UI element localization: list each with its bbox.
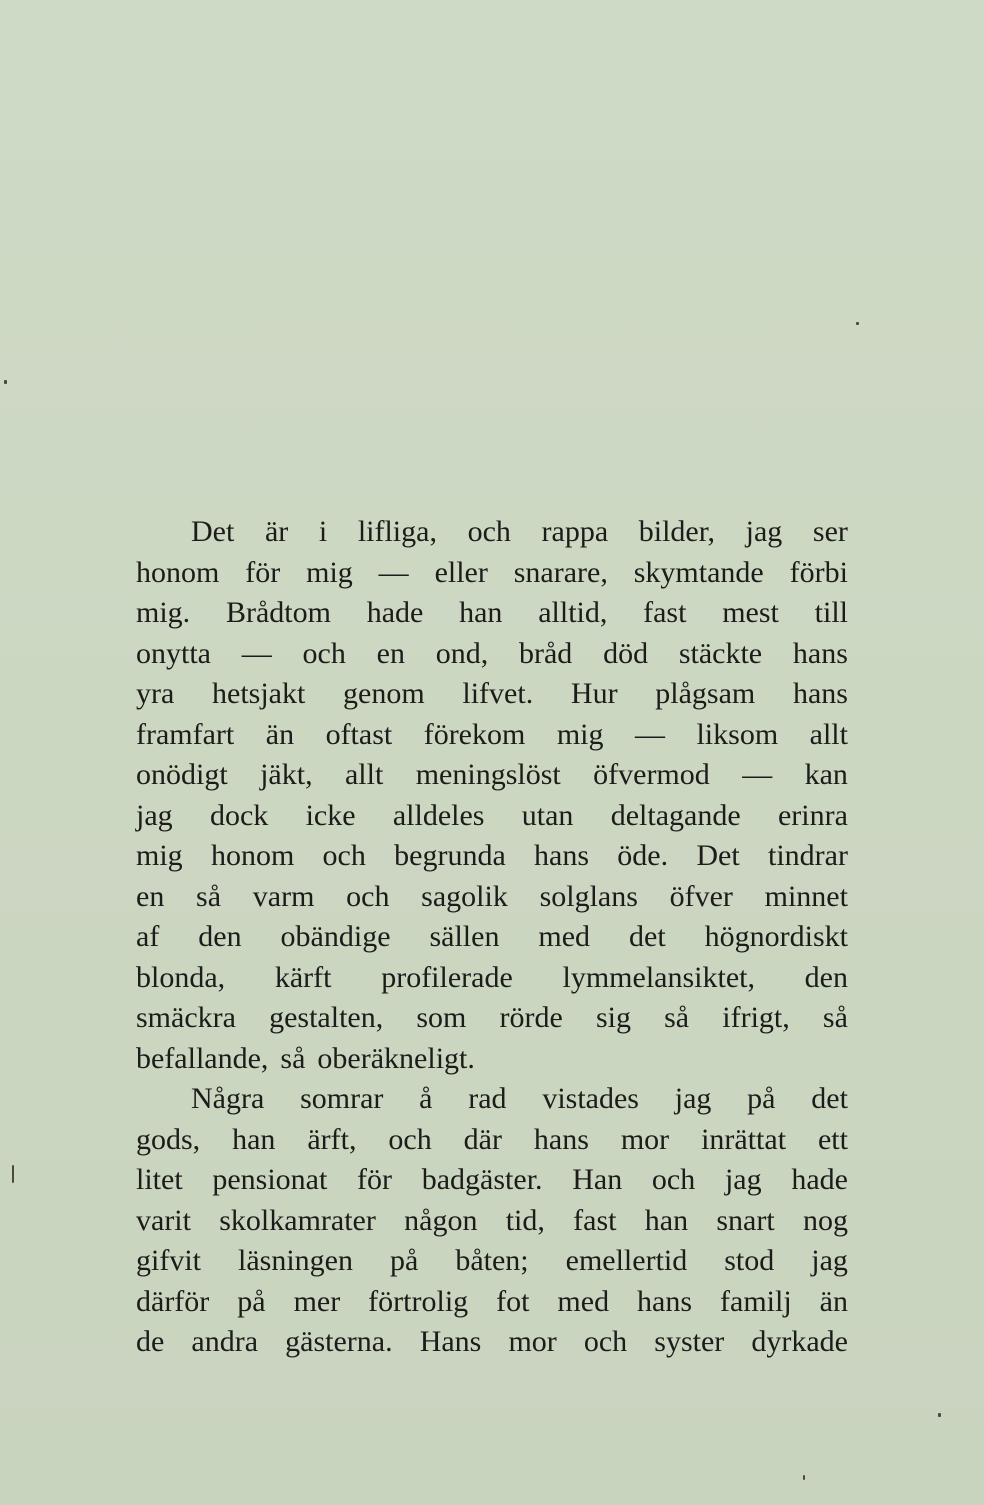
paper-speck [938, 1413, 941, 1417]
word: ifrigt, [722, 1001, 790, 1034]
word: inrättat [701, 1122, 787, 1156]
word: hans [792, 677, 848, 710]
word: honom [210, 839, 295, 872]
word: pensionat [212, 1163, 328, 1196]
word: sagolik [421, 879, 508, 913]
word: är [264, 515, 289, 548]
word: någon [404, 1203, 478, 1237]
text-line [136, 715, 848, 756]
word: nog [802, 1203, 848, 1237]
word: läsningen [238, 1244, 353, 1277]
text-line [136, 1120, 848, 1161]
word: alldeles [392, 798, 485, 832]
word: litet [136, 1163, 183, 1196]
paragraph-2 [136, 1079, 848, 1363]
text-line [136, 998, 848, 1039]
word: vistades [542, 1082, 639, 1115]
word: — [378, 555, 409, 589]
word: de [136, 1325, 165, 1358]
word: den [804, 960, 848, 994]
word: blonda, [136, 960, 226, 994]
text-line [136, 1039, 848, 1080]
word: och [467, 515, 511, 548]
word: som [416, 1001, 467, 1034]
word: hade [791, 1163, 848, 1196]
word: med [538, 920, 591, 953]
word: kärft [274, 960, 332, 994]
paper-speck [803, 1475, 805, 1480]
word: rörde [499, 1001, 563, 1034]
word: en [136, 879, 165, 913]
word: mor [620, 1122, 670, 1156]
text-line [136, 1160, 848, 1201]
paper-speck [4, 380, 7, 384]
word: och [346, 879, 390, 913]
word: syster [654, 1325, 725, 1358]
word: smäckra [136, 1001, 236, 1034]
word: hade [366, 596, 424, 629]
word: mest [722, 596, 779, 629]
word: liksom [696, 717, 779, 751]
word: och [322, 839, 366, 872]
word: hans [534, 839, 590, 872]
word: lymmelansiktet, [562, 960, 755, 994]
word: Brådtom [225, 596, 331, 629]
word: familj [720, 1284, 792, 1318]
word: dyrkade [751, 1325, 848, 1358]
word: alltid, [538, 596, 608, 629]
word: med [557, 1284, 610, 1318]
paragraph-1 [136, 512, 848, 1079]
word: befallande, [136, 1041, 269, 1075]
word: han [459, 596, 503, 629]
text-line [136, 796, 848, 837]
word: så [196, 879, 222, 913]
word: oberäkneligt. [317, 1041, 475, 1075]
word: gestalten, [269, 1001, 384, 1034]
word: och [651, 1163, 696, 1196]
word: mig [136, 839, 183, 872]
word: jäkt, [260, 758, 313, 791]
word: erinra [777, 798, 848, 832]
word: och [388, 1122, 432, 1156]
word: andra [191, 1325, 259, 1358]
word: deltagande [610, 798, 741, 832]
text-line [136, 958, 848, 999]
word: meningslöst [415, 758, 561, 791]
word: lifliga, [357, 515, 437, 548]
word: fot [496, 1284, 530, 1318]
word: tid, [505, 1203, 545, 1237]
word: hans [637, 1284, 693, 1318]
word: honom [136, 555, 220, 589]
word: eller [434, 555, 488, 589]
paper-speck [856, 322, 859, 325]
word: profilerade [381, 960, 513, 994]
word: hans [792, 636, 848, 670]
word: sällen [429, 920, 500, 953]
word: emellertid [565, 1244, 688, 1277]
word: död [603, 636, 649, 670]
word: skolkamrater [219, 1203, 376, 1237]
word: fast [573, 1203, 617, 1237]
word: fast [643, 596, 687, 629]
body-text [136, 512, 848, 1363]
word: Några [191, 1082, 265, 1115]
word: — [634, 717, 665, 751]
word: öfver [669, 879, 733, 913]
text-line [136, 634, 848, 675]
word: — [241, 636, 272, 670]
word: jag [724, 1163, 762, 1196]
word: och [302, 636, 346, 670]
text-line [136, 512, 848, 553]
word: ser [812, 515, 848, 548]
word: hetsjakt [212, 677, 306, 710]
word: å [419, 1082, 433, 1115]
word: för [245, 555, 281, 589]
word: på [237, 1284, 266, 1318]
word: mig. [136, 596, 191, 629]
word: dock [209, 798, 269, 832]
word: ond, [435, 636, 489, 670]
word: skymtande [633, 555, 764, 589]
text-line [136, 755, 848, 796]
word: jag [811, 1244, 848, 1277]
word: så [822, 1001, 848, 1034]
word: där [463, 1122, 502, 1156]
word: oftast [325, 717, 393, 751]
word: rappa [541, 515, 609, 548]
word: gästerna. [285, 1325, 393, 1358]
word: — [742, 758, 773, 791]
word: framfart [136, 717, 235, 751]
text-line [136, 593, 848, 634]
word: genom [343, 677, 425, 710]
word: förbi [789, 555, 848, 589]
word: gifvit [136, 1244, 201, 1277]
word: solglans [539, 879, 638, 913]
word: bråd [518, 636, 573, 670]
word: Det [191, 515, 235, 548]
word: bilder, [638, 515, 716, 548]
word: än [265, 717, 295, 751]
word: stäckte [678, 636, 763, 670]
word: jag [745, 515, 783, 548]
word: kan [804, 758, 848, 791]
text-line [136, 1079, 848, 1120]
text-line [136, 877, 848, 918]
word: jag [674, 1082, 712, 1115]
text-line [136, 1282, 848, 1323]
text-line [136, 1201, 848, 1242]
word: jag [136, 798, 173, 832]
word: Det [696, 839, 740, 872]
word: lifvet. [462, 677, 534, 710]
text-line [136, 1241, 848, 1282]
word: det [811, 1082, 848, 1115]
word: plågsam [655, 677, 756, 710]
text-line [136, 836, 848, 877]
word: än [819, 1284, 848, 1318]
word: mig [306, 555, 353, 589]
word: han [232, 1122, 276, 1156]
word: Hur [570, 677, 618, 710]
word: snarare, [513, 555, 608, 589]
word: somrar [300, 1082, 384, 1115]
word: minnet [764, 879, 848, 913]
word: badgäster. [421, 1163, 543, 1196]
word: tindrar [767, 839, 848, 872]
word: förekom [423, 717, 526, 751]
word: därför [136, 1284, 210, 1318]
word: högnordiskt [704, 920, 848, 953]
text-line [136, 917, 848, 958]
word: allt [809, 717, 848, 751]
word: stod [724, 1244, 775, 1277]
word: mer [293, 1284, 341, 1318]
word: på [389, 1244, 419, 1277]
word: den [198, 920, 242, 953]
word: yra [136, 677, 175, 710]
word: det [629, 920, 666, 953]
word: icke [305, 798, 356, 832]
paper-speck [12, 1165, 14, 1183]
word: varm [252, 879, 315, 913]
word: så [280, 1041, 306, 1075]
text-line [136, 674, 848, 715]
word: begrunda [394, 839, 506, 872]
word: öfvermod [593, 758, 710, 791]
word: båten; [455, 1244, 529, 1277]
word: för [357, 1163, 393, 1196]
word: förtrolig [368, 1284, 469, 1318]
word: öde. [617, 839, 669, 872]
word: till [814, 596, 848, 629]
word: mig [556, 717, 604, 751]
word: så [664, 1001, 690, 1034]
word: rad [468, 1082, 507, 1115]
word: af [136, 920, 160, 953]
text-line [136, 553, 848, 594]
word: onödigt [136, 758, 228, 791]
word: obändige [280, 920, 391, 953]
word: hans [533, 1122, 589, 1156]
text-line [136, 1322, 848, 1363]
word: onytta [136, 636, 211, 670]
word: sig [595, 1001, 631, 1034]
word: han [644, 1203, 689, 1237]
word: varit [136, 1203, 191, 1237]
word: ärft, [307, 1122, 357, 1156]
word: på [747, 1082, 776, 1115]
word: utan [521, 798, 574, 832]
word: gods, [136, 1122, 201, 1156]
word: mor [508, 1325, 557, 1358]
word: Hans [419, 1325, 482, 1358]
word: allt [344, 758, 384, 791]
word: en [376, 636, 405, 670]
word: snart [716, 1203, 775, 1237]
word: ett [817, 1122, 848, 1156]
word: Han [572, 1163, 623, 1196]
word: och [583, 1325, 628, 1358]
word: i [318, 515, 328, 548]
